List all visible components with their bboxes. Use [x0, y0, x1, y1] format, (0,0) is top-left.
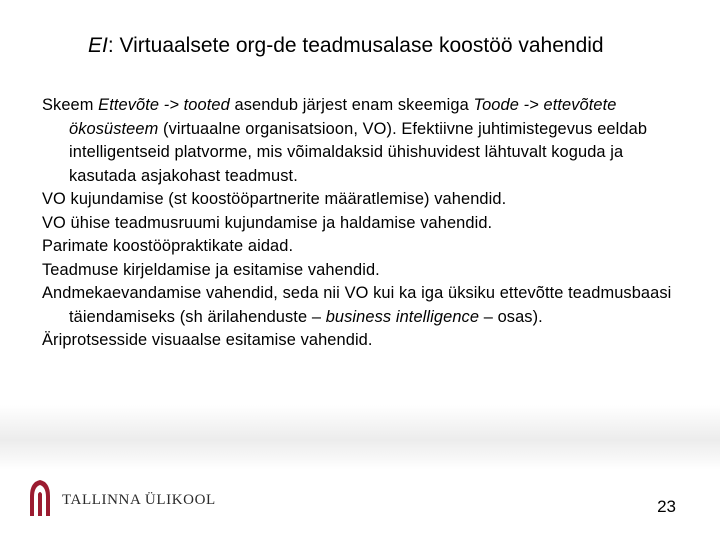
slide-title: [88, 32, 708, 60]
text-run-italic: Toode -> ettevõtete ökosüsteem: [69, 96, 617, 138]
paragraph-process-visualization: Äriprotsesside visuaalse esitamise vahendid.: [42, 331, 373, 349]
paragraph-knowledge-description: Teadmuse kirjeldamise ja esitamise vahendid.: [42, 260, 380, 279]
paragraph-vo-design: VO kujundamise (st koostööpartnerite määratlemise) vahendid.: [42, 190, 507, 208]
text-run: – osas).: [479, 307, 543, 326]
text-run-italic: Ettevõte -> tooted: [98, 96, 230, 114]
page-number: 23: [657, 497, 676, 516]
text-run: Andmekaevandamise vahendid, seda nii VO kui ka iga üksiku ettevõtte teadmusbaasi täiendamiseks (sh ärilahenduste –: [42, 284, 672, 326]
text-run-italic: business intelligence: [325, 307, 480, 326]
university-logo: [28, 478, 268, 518]
title-prefix: EI: [88, 34, 108, 57]
paragraph-vo-knowledge-space: VO ühise teadmusruumi kujundamise ja haldamise vahendid.: [42, 213, 493, 232]
logo-arch-icon: [28, 478, 52, 518]
slide-body: [42, 94, 692, 353]
text-run: Skeem: [42, 96, 99, 114]
paragraph-ecosystem: [42, 94, 692, 188]
logo-text: TALLINNA ÜLIKOOL: [62, 492, 216, 508]
text-run: (virtuaalne organisatsioon, VO). Efektiivne juhtimistegevus eeldab intelligentseid platvorme, mis võimaldaksid ühishuvidest lähtuvalt koguda ja kasutada asjakohast teadmust.: [69, 119, 648, 185]
paragraph-best-practices: Parimate koostööpraktikate aidad.: [42, 237, 294, 255]
paragraph-data-mining: [42, 282, 692, 329]
text-run: asendub järjest enam skeemiga: [229, 96, 474, 114]
title-text: : Virtuaalsete org-de teadmusalase koostöö vahendid: [107, 34, 604, 57]
